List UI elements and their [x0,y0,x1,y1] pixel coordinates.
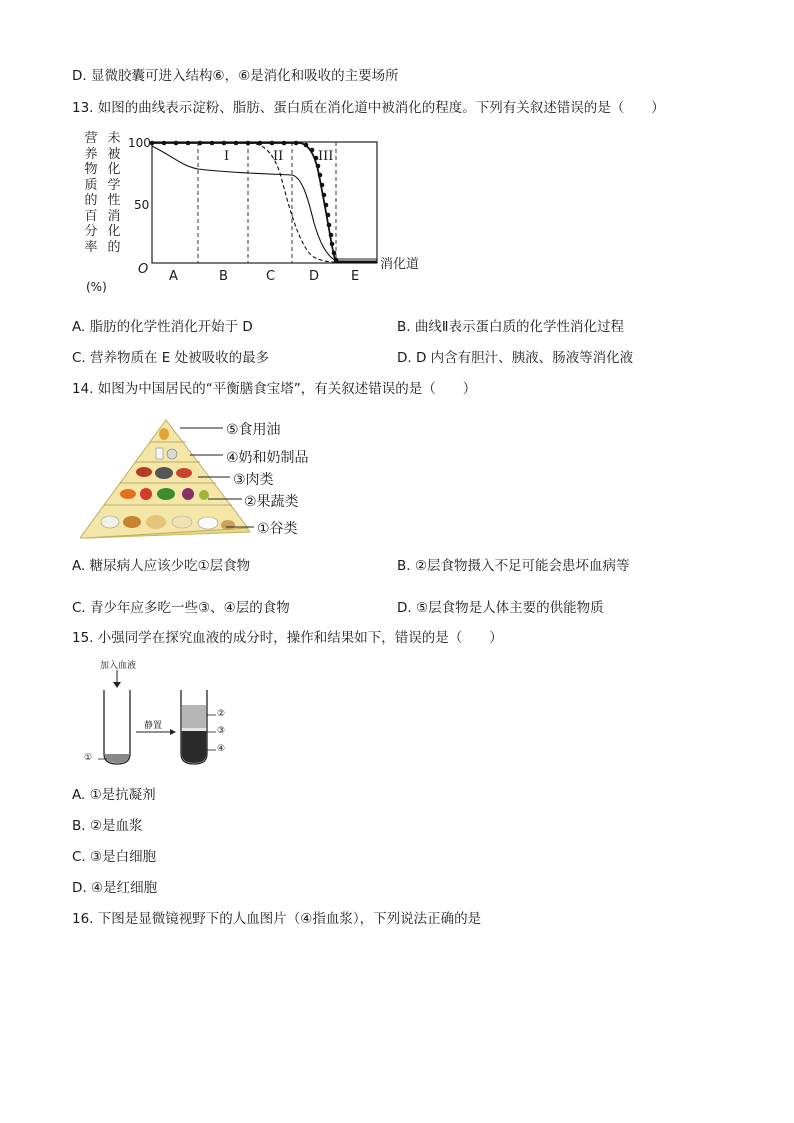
q15-option-b: B. ②是血浆 [72,818,143,834]
q15-option-a: A. ①是抗凝剂 [72,787,156,803]
chart-tick-100: 100 [128,136,151,150]
curve-I [152,146,377,261]
chart-tick-50: 50 [134,198,150,212]
chart-region-c: C [266,269,276,284]
q14-option-d: D. ⑤层食物是人体主要的供能物质 [397,600,604,616]
curve-label-i: I [224,149,230,164]
chart-frame [152,142,377,263]
q14-option-b: B. ②层食物摄入不足可能会患坏血病等 [397,558,630,574]
q14-stem: 14. 如图为中国居民的“平衡膳食宝塔”，有关叙述错误的是（ ） [72,381,477,397]
pyramid-layer-3: ③肉类 [233,472,274,488]
curve-label-iii: III [318,149,334,164]
q13-option-c: C. 营养物质在 E 处被吸收的最多 [72,350,270,366]
q15-option-d: D. ④是红细胞 [72,880,158,896]
q14-option-a: A. 糖尿病人应该少吃①层食物 [72,558,251,574]
pyramid-layer-4: ④奶和奶制品 [226,450,309,466]
q13-option-b: B. 曲线Ⅱ表示蛋白质的化学性消化过程 [397,319,624,335]
tube-2-middle-layer [182,728,207,731]
chart-region-d: D [309,269,320,284]
q13-option-a: A. 脂肪的化学性消化开始于 D [72,319,253,335]
tube-2-bottom-layer [182,731,207,763]
still-label: 静置 [144,721,163,731]
curve-II [152,143,377,262]
q14-option-c: C. 青少年应多吃一些③、④层的食物 [72,600,290,616]
curve-III [152,143,377,262]
q16-stem: 16. 下图是显微镜视野下的人血图片（④指血浆），下列说法正确的是 [72,911,482,927]
mark-1: ① [84,753,93,763]
q13-option-d: D. D 内含有胆汁、胰液、肠液等消化液 [397,350,634,366]
pyramid-layer-1: ①谷类 [257,521,298,537]
add-blood-label: 加入血液 [100,661,137,671]
digestion-chart [72,128,432,298]
still-arrow-head [170,729,176,735]
chart-ylabel-percent: (%) [86,280,107,294]
chart-region-e: E [351,269,360,284]
chart-ylabel-inner: 未被化学性消化的 [107,131,121,255]
food-pyramid-figure [80,410,330,550]
pyramid-layer-5: ⑤食用油 [226,422,281,438]
chart-region-b: B [219,269,228,284]
pyramid-layer-2: ②果蔬类 [244,494,299,510]
mark-4: ④ [217,744,226,754]
mark-3: ③ [217,726,226,736]
chart-region-a: A [169,269,178,284]
chart-ylabel-outer: 营养物质的百分率 [84,131,98,255]
q15-option-c: C. ③是白细胞 [72,849,157,865]
digestion-chart-svg [72,128,432,298]
tube-2-plasma-layer [182,705,207,728]
q13-stem: 13. 如图的曲线表示淀粉、脂肪、蛋白质在消化道中被消化的程度。下列有关叙述错误的是（ ） [72,100,665,116]
tube-1 [104,690,130,764]
chart-origin: O [138,262,149,277]
mark-2: ② [217,709,226,719]
add-arrow-head [113,682,121,688]
blood-test-figure [80,656,250,771]
q15-stem: 15. 小强同学在探究血液的成分时，操作和结果如下，错误的是（ ） [72,630,503,646]
chart-xlabel: 消化道 [380,257,420,272]
curve-III-markers [150,141,339,263]
curve-label-ii: II [273,149,284,164]
q12-option-d: D. 显微胶囊可进入结构⑥，⑥是消化和吸收的主要场所 [72,68,399,84]
